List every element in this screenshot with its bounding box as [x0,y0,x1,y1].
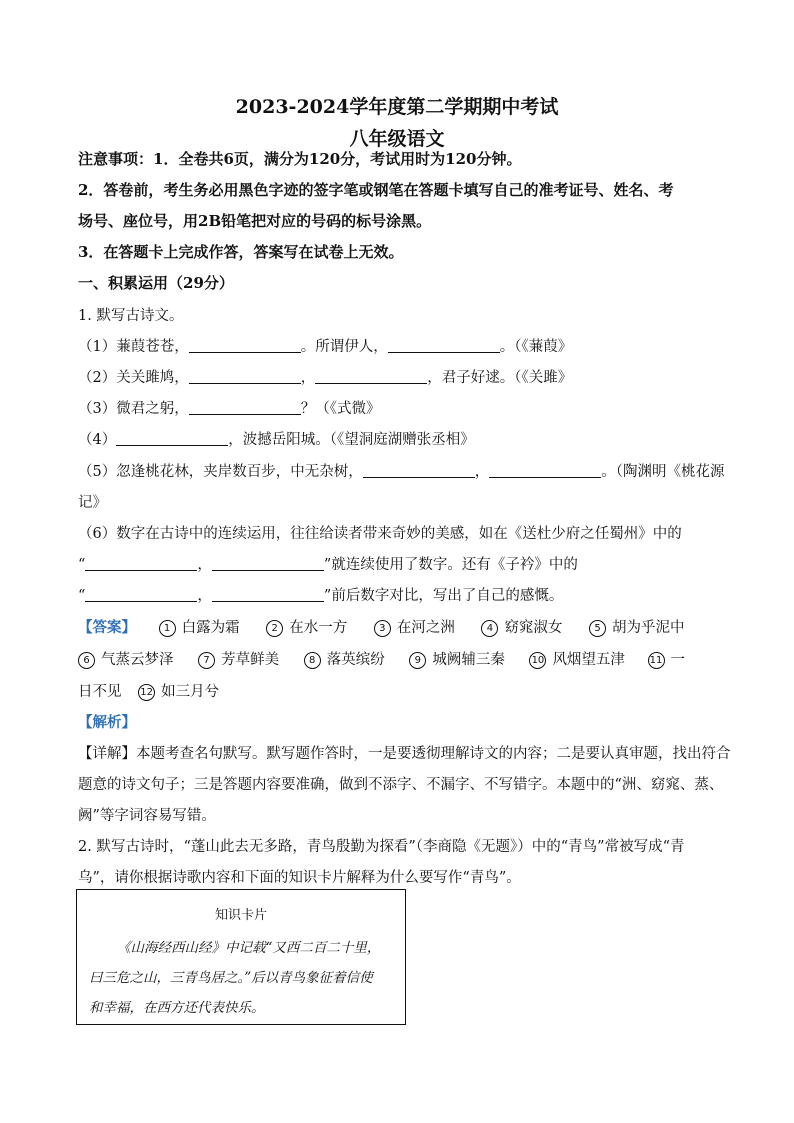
answer-text: 一 [670,652,686,668]
answer-blank [189,400,301,415]
answer-text: 胡为乎泥中 [612,620,685,636]
item-text: ，波撼岳阳城。（《望洞庭湖赠张丞相》 [228,432,475,448]
question-1-item-5-cont: 记》 [78,495,107,511]
answer-text: 窈窕淑女 [504,620,563,636]
answer-number: 9 [409,652,426,669]
question-1-item-1 [78,335,572,356]
answer-number: 12 [138,684,155,701]
answer-item [409,648,505,669]
answer-item [481,616,562,637]
answer-blank [85,587,197,602]
answer-number: 11 [648,652,665,669]
question-1-item-6-line-2 [78,553,578,574]
question-1-item-6: （6）数字在古诗中的连续运用，往往给读者带来奇妙的美感，如在《送杜少府之任蜀州》中的 [78,526,682,542]
item-text: （1）蒹葭苍苍， [78,339,189,355]
answer-item [374,616,455,637]
item-text: ， [474,464,490,480]
answer-number: 3 [374,620,391,637]
item-text: ？（《式微》 [300,401,381,417]
notes-line-2: 2．答卷前，考生务必用黑色字迹的签字笔或钢笔在答题卡填写自己的准考证号、姓名、考 [78,181,674,199]
analysis-detail-1: 【详解】本题考查名句默写。默写题作答时，一是要透彻理解诗文的内容；二是要认真审题，找出符合 [78,746,731,762]
answer-number: 4 [481,620,498,637]
section-heading: 一、积累运用（29分） [78,274,234,292]
answer-text: 落英缤纷 [326,652,385,668]
answer-item [589,616,685,637]
answer-number: 5 [589,620,606,637]
knowledge-card-line-3: 和幸福，在西方还代表快乐。 [89,1000,265,1016]
answer-blank [388,338,500,353]
notes-line-4: 3．在答题卡上完成作答，答案写在试卷上无效。 [78,243,404,261]
answer-blank [212,587,324,602]
knowledge-card-line-1: 《山海经西山经》中记载“又西二百二十里， [117,940,381,956]
answer-text: 城阙辅三秦 [432,652,505,668]
answer-text: 芳草鲜美 [221,652,280,668]
question-1-item-2 [78,366,572,387]
answer-blank [315,369,427,384]
answer-item [304,648,385,669]
item-text: ， [300,370,316,386]
answer-blank [212,556,324,571]
answer-text: 在水一方 [289,620,348,636]
answer-blank [189,338,301,353]
answer-number: 1 [159,620,176,637]
exam-subtitle: 八年级语文 [349,128,445,150]
item-text: ， [197,588,212,604]
answer-blank [489,463,601,478]
item-text: （2）关关雎鸠， [78,370,189,386]
knowledge-card-line-2: 曰三危之山，三青鸟居之。”后以青鸟象征着信使 [89,970,373,986]
answer-text: 在河之洲 [396,620,455,636]
answer-blank [116,431,228,446]
analysis-detail-2: 题意的诗文句子；三是答题内容要准确，做到不添字、不漏字、不写错字。本题中的“洲、窈窕、蒸、 [78,777,724,793]
answer-blank [363,463,475,478]
question-2-line-2: 乌”，请你根据诗歌内容和下面的知识卡片解释为什么要写作“青鸟”。 [78,870,521,886]
answer-item [159,616,240,637]
answer-blank [85,556,197,571]
item-text: “ [78,557,86,573]
item-text: 。所谓伊人， [300,339,388,355]
answer-item [198,648,279,669]
answer-number: 2 [266,620,283,637]
knowledge-card-title: 知识卡片 [214,908,267,923]
answer-number: 8 [304,652,321,669]
item-text: （4） [78,432,117,448]
answer-item [138,680,219,701]
item-text: （3）微君之躬， [78,401,189,417]
item-text: ，君子好逑。（《关雎》 [427,370,573,386]
question-1-item-6-line-3 [78,584,563,605]
answer-tag: 【答案】 [78,619,136,636]
answer-number: 10 [529,652,546,669]
notes-line-1: 注意事项：1．全卷共6页，满分为120分，考试用时为120分钟。 [78,150,522,168]
answer-blank [189,369,301,384]
answer-text: 风烟望五津 [552,652,625,668]
item-text: ”前后数字对比，写出了自己的感慨。 [323,588,564,604]
item-text: 。（《蒹葭》 [499,339,573,355]
answer-text: 气蒸云梦泽 [101,652,174,668]
question-2-line-1: 2. 默写古诗时，“蓬山此去无多路，青鸟殷勤为探看”（李商隐《无题》）中的“青鸟”常被写成“青 [78,839,685,855]
question-1-stem: 1. 默写古诗文。 [78,308,184,324]
answer-line-2 [78,648,685,669]
answer-item [78,648,174,669]
item-text: ， [197,557,212,573]
item-text: （5）忽逢桃花林，夹岸数百步，中无杂树， [78,464,363,480]
item-text: ”就连续使用了数字。还有《子衿》中的 [323,557,578,573]
notes-line-3: 场号、座位号，用2B铅笔把对应的号码的标号涂黑。 [78,212,432,230]
question-1-item-3 [78,397,380,418]
answer-item [529,648,625,669]
item-text: 。（陶渊明《桃花源 [601,464,725,480]
item-text: “ [78,588,86,604]
analysis-tag [78,711,136,732]
answer-number: 7 [198,652,215,669]
answer-line-3 [78,680,219,701]
answer-line-1 [78,616,685,637]
analysis-label: 【解析】 [78,714,136,731]
question-1-item-4 [78,428,475,449]
answer-text: 如三月兮 [161,684,220,700]
exam-title: 2023-2024学年度第二学期期中考试 [235,96,559,118]
knowledge-card [76,889,406,1025]
answer-item [266,616,347,637]
answer-text: 白露为霜 [181,620,240,636]
answer-number: 6 [78,652,95,669]
answer-text: 日不见 [78,684,122,700]
answer-item [648,648,686,669]
question-1-item-5 [78,460,724,481]
analysis-detail-3: 阙”等字词容易写错。 [78,808,216,824]
